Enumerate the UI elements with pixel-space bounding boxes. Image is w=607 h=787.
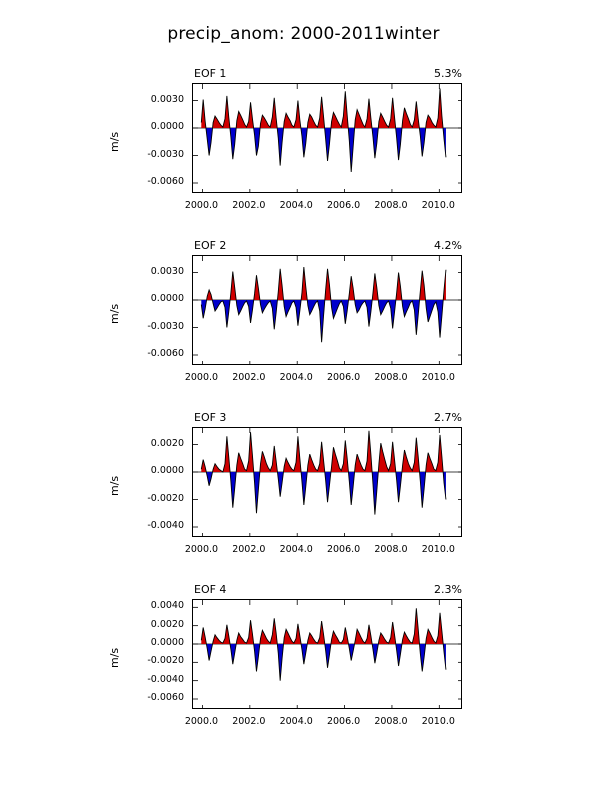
panel-title: EOF 2 [194,239,227,252]
y-tick-label: 0.0000 [150,293,184,304]
y-axis-label: m/s [108,303,121,324]
variance-annotation: 2.7% [434,411,462,424]
panel-title: EOF 1 [194,67,227,80]
y-tick-label: 0.0040 [150,600,184,612]
y-tick-label: -0.0060 [147,692,184,703]
page-title: precip_anom: 2000-2011winter [167,24,440,44]
y-tick-label: -0.0060 [147,176,184,187]
x-tick-label: 2006.0 [326,200,361,211]
x-tick-label: 2008.0 [374,372,408,383]
x-tick-label: 2004.0 [279,544,313,555]
y-tick-label: -0.0060 [147,348,184,359]
y-axis-label: m/s [108,475,121,496]
x-tick-label: 2004.0 [279,372,313,383]
x-tick-label: 2008.0 [374,544,408,555]
x-tick-label: 2010.0 [421,716,455,727]
y-tick-label: -0.0040 [147,520,184,531]
x-tick-label: 2002.0 [232,716,266,727]
x-tick-label: 2004.0 [279,716,313,727]
plot-area [192,599,462,709]
plot-area [192,83,462,193]
x-tick-label: 2006.0 [326,372,361,383]
x-tick-label: 2002.0 [232,200,266,211]
x-tick-label: 2010.0 [421,372,455,383]
y-tick-label: -0.0040 [147,673,184,685]
x-tick-label: 2000.0 [184,372,219,383]
x-tick-label: 2002.0 [232,544,266,555]
panel-title: EOF 3 [194,411,227,424]
y-tick-label: 0.0030 [150,265,184,277]
y-tick-label: -0.0020 [147,655,184,667]
y-tick-label: 0.0030 [150,93,184,105]
x-tick-label: 2008.0 [374,716,408,727]
x-tick-label: 2000.0 [184,544,219,555]
y-axis-label: m/s [108,131,121,152]
plot-area [192,255,462,365]
panel-title: EOF 4 [194,583,227,596]
y-tick-label: -0.0030 [147,148,184,160]
x-tick-label: 2006.0 [326,716,361,727]
y-tick-label: 0.0000 [150,465,184,476]
variance-annotation: 5.3% [434,67,462,80]
x-tick-label: 2010.0 [421,200,455,211]
x-tick-label: 2000.0 [184,716,219,727]
plot-area [192,427,462,537]
variance-annotation: 2.3% [434,583,462,596]
x-tick-label: 2008.0 [374,200,408,211]
x-tick-label: 2006.0 [326,544,361,555]
x-tick-label: 2004.0 [279,200,313,211]
y-tick-label: 0.0000 [150,637,184,648]
y-tick-label: 0.0000 [150,121,184,132]
x-tick-label: 2010.0 [421,544,455,555]
y-tick-label: 0.0020 [150,437,184,449]
x-tick-label: 2000.0 [184,200,219,211]
y-tick-label: -0.0020 [147,492,184,504]
y-axis-label: m/s [108,647,121,668]
y-tick-label: -0.0030 [147,320,184,332]
x-tick-label: 2002.0 [232,372,266,383]
y-tick-label: 0.0020 [150,618,184,630]
variance-annotation: 4.2% [434,239,462,252]
